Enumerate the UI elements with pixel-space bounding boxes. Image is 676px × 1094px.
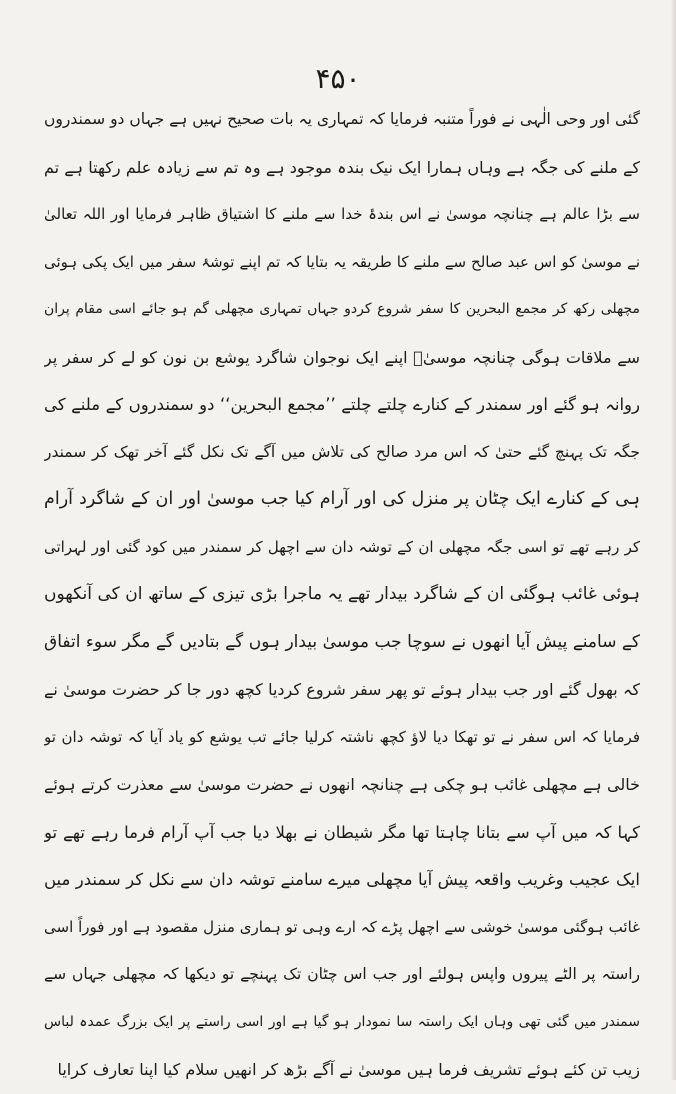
text-line: ایک عجیب وغریب واقعہ پیش آیا مچھلی میرے سامنے توشہ دان سے نکل کر سمندر میں bbox=[44, 870, 640, 889]
text-line: روانہ ہو گئے اور سمندر کے کنارے چلتے چلتے ’’مجمع البحرین‘‘ دو سمندروں کے ملنے کی bbox=[44, 395, 640, 414]
text-line: زیب تن کئے ہوئے تشریف فرما ہیں موسیٰ نے آگے بڑھ کر انھیں سلام کیا اپنا تعارف کرایا bbox=[57, 1060, 640, 1079]
text-line: نے موسیٰ کو اس عبد صالح سے ملنے کا طریقہ یہ بتایا کہ تم اپنے توشۂ سفر میں ایک پکی ہوئی bbox=[44, 252, 640, 271]
text-line: گئی اور وحی الٰہی نے فوراً متنبہ فرمایا کہ تمہاری یہ بات صحیح نہیں ہے جہاں دو سمندروں bbox=[44, 110, 640, 128]
text-line: سے ملاقات ہوگی چنانچہ موسیٰؑ اپنے ایک نوجوان شاگرد یوشع بن نون کو لے کر سفر پر bbox=[44, 347, 640, 367]
text-line: سے بڑا عالم ہے چنانچہ موسیٰ نے اس بندۂ خدا سے ملنے کا اشتیاق ظاہر فرمایا اور اللہ تعالیٰ bbox=[44, 205, 640, 223]
text-line: خالی ہے مچھلی غائب ہو چکی ہے چنانچہ انھوں نے حضرت موسیٰ سے معذرت کرتے ہوئے bbox=[44, 775, 640, 794]
text-line: ہی کے کنارے ایک چٹان پر منزل کی اور آرام کیا جب موسیٰ اور ان کے شاگرد آرام bbox=[44, 489, 640, 509]
text-line: ہوئی غائب ہوگئی ان کے شاگرد بیدار تھے یہ ماجرا بڑی تیزی کے ساتھ ان کی آنکھوں bbox=[44, 584, 640, 604]
text-line: کے ملنے کی جگہ ہے وہاں ہمارا ایک نیک بندہ موجود ہے وہ تم سے زیادہ علم رکھتا ہے تم bbox=[44, 157, 640, 177]
text-line: جگہ تک پہنچ گئے حتیٰ کہ اس مرد صالح کی تلاش میں آگے تک نکل گئے آخر تھک کر سمندر bbox=[44, 442, 640, 461]
text-line: کر رہے تھے تو اسی جگہ مچھلی ان کے توشہ دان سے اچھل کر سمندر میں کود گئی اور لہراتی bbox=[44, 537, 640, 556]
text-line: مچھلی رکھ کر مجمع البحرین کا سفر شروع کردو جہاں تمہاری مچھلی گم ہو جائے اسی مقام پران bbox=[44, 301, 640, 317]
page-edge-shadow bbox=[670, 0, 676, 1080]
text-line: کے سامنے پیش آیا انھوں نے سوچا جب موسیٰ بیدار ہوں گے بتادیں گے مگر سوء اتفاق bbox=[44, 631, 640, 652]
body-text bbox=[44, 96, 640, 1094]
text-line: راستہ پر الٹے پیروں واپس ہولئے اور جب اس چٹان تک پہنچے تو دیکھا کہ مچھلی جہاں سے bbox=[44, 965, 640, 983]
text-line: کہا کہ میں آپ سے بتانا چاہتا تھا مگر شیطان نے بھلا دیا جب آپ آرام فرما رہے تھے تو bbox=[44, 822, 640, 842]
text-line: سمندر میں گئی تھی وہاں ایک راستہ سا نمودار ہو گیا ہے اور اسی راستے پر ایک بزرگ عمدہ لباس bbox=[44, 1013, 640, 1030]
text-line: کہ بھول گئے اور جب بیدار ہوئے تو پھر سفر شروع کردیا کچھ دور جا کر حضرت موسیٰ نے bbox=[44, 680, 640, 699]
text-line: فرمایا کہ اس سفر نے تو تھکا دیا لاؤ کچھ ناشتہ کرلیا جائے تب یوشع کو یاد آیا کہ توشہ دان تو bbox=[44, 727, 640, 746]
page-number: ۴۵۰ bbox=[315, 62, 361, 95]
text-line: غائب ہوگئی موسیٰ خوشی سے اچھل پڑے کہ ارے وہی تو ہماری منزل مقصود ہے اور فوراً اسی bbox=[44, 917, 640, 936]
